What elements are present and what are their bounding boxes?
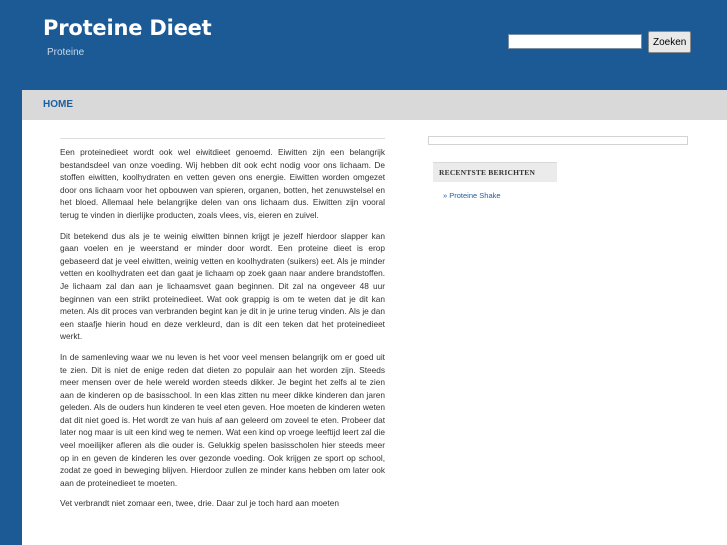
search-button[interactable]: Zoeken [648, 31, 691, 53]
article-paragraph: In de samenleving waar we nu leven is het voor veel mensen belangrijk om er goed uit te zien. Dit is niet de enige reden dat dieten zo populair aan het worden zijn. Steeds meer mensen over de hele wereld worden steeds dikker. Je begint het zelfs al te zien aan de kinderen op de basisschool. In een klas zitten nu meer dikke kinderen dan jaren geleden. Als de ouders hun kinderen te veel eten geven. Hoe moeten de kinderen weten dat dit niet goed is. Het wordt ze van huis af aan geleerd om zoveel te eten. Probeer dat later nog maar is uit een kind weg te nemen. Wat een kind op vroege leeftijd leert zal die veel moeilijker afleren als die ouder is. Gelukkig spelen basisscholen hier steeds meer op in en geven de kinderen les over gezonde voeding. Ook krijgen ze sport op school, zodat ze goed in beweging blijven. Hierdoor zullen ze minder kans hebben om later ook aan de proteinedieet te moeten. [60, 351, 385, 488]
main-content-area [22, 120, 727, 545]
site-tagline: Proteine [47, 47, 85, 58]
site-title[interactable]: Proteine Dieet [43, 16, 212, 40]
sidebar-heading-recent-posts: RECENTSTE BERICHTEN [433, 162, 557, 182]
article-paragraph: Dit betekend dus als je te weinig eiwitten binnen krijgt je jezelf hierdoor slapper kan gaan voelen en je weerstand er minder door wordt. Een proteine dieet is erop gebaseerd dat je veel eiwitten, weinig vetten en koolhydraten (suikers) eet. Als je minder vetten en koolhydraten eet dan gaat je lichaam op zoek gaan naar andere brandstoffen. Je lichaam zal dan aan je lichaamsvet gaan beginnen. Dit zal na ongeveer 48 uur beginnen van een strikt proteinedieet. Wat ook grappig is om te weten dat je dit kan meten. Als dit proces van verbranden begint kan je dit in je urine terug vinden. Als je dan een staafje hierin houd en deze verkleurd, dan is dit een teken dat het proteinedieet werkt. [60, 230, 385, 342]
nav-item-home[interactable]: HOME [43, 99, 73, 110]
sidebar-empty-widget [428, 136, 688, 145]
search-input[interactable] [508, 34, 642, 49]
nav-bar [22, 90, 727, 120]
article-body [60, 138, 385, 518]
article-paragraph: Vet verbrandt niet zomaar een, twee, drie. Daar zul je toch hard aan moeten [60, 498, 340, 509]
article-paragraph: Een proteinedieet wordt ook wel eiwitdieet genoemd. Eiwitten zijn een belangrijk bestandsdeel van onze voeding. Wij hebben dit ook echt nodig voor ons lichaam. De stoffen eiwitten, koolhydraten en vetten geven ons energie. Eiwitten worden omgezet door ons lichaam voor het opbouwen van spieren, organen, botten, het zenuwstelsel en het bloed. Allemaal hele belangrijke delen van ons lichaam dus. Eiwitten zijn vooral terug te vinden in dierlijke producten, zoals vlees, vis, eieren en zuivel. [60, 147, 385, 220]
sidebar-link-proteine-shake[interactable]: » Proteine Shake [443, 191, 501, 200]
